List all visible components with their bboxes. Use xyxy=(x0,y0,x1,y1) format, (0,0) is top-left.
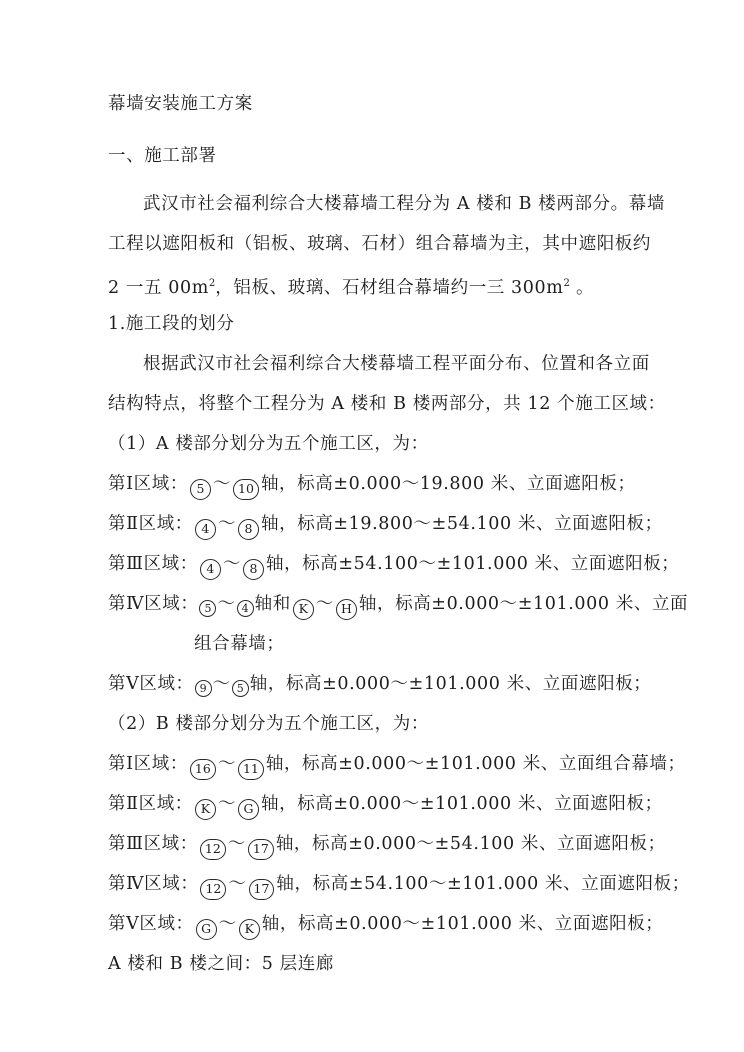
text-run: ～ xyxy=(222,554,241,574)
text-run: 幕墙安装施工方案 xyxy=(108,94,253,114)
text-run: 轴，标高±0.000～±101.000 米、立面遮阳板； xyxy=(249,674,652,694)
axis-circle-5: 5 xyxy=(199,600,216,617)
zone-b-3 xyxy=(108,824,666,864)
axis-circle-4: 4 xyxy=(200,559,221,580)
text-run: 1.施工段的划分 xyxy=(108,314,235,334)
text-run: ～ xyxy=(217,594,236,614)
zone-a-4 xyxy=(108,584,689,624)
zone-b-4 xyxy=(108,864,690,904)
text-run: ～ xyxy=(315,594,334,614)
text-run: 轴，标高±0.000～±101.000 米、立面遮阳板； xyxy=(261,914,664,934)
axis-circle-12: 12 xyxy=(200,839,226,860)
text-run: ，铝板、玻璃、石材组合幕墙约一三 300m xyxy=(215,278,564,298)
subsection-heading-1 xyxy=(108,304,656,344)
axis-circle-10: 10 xyxy=(233,479,259,500)
text-run: 轴，标高±0.000～±101.000 米、立面 xyxy=(358,594,689,614)
text-run: 第Ⅰ区域： xyxy=(108,474,188,494)
axis-circle-17: 17 xyxy=(249,879,275,900)
text-run: 第Ⅴ区域： xyxy=(108,914,194,934)
axis-circle-8: 8 xyxy=(238,519,259,540)
text-run: 一、施工部署 xyxy=(108,146,217,166)
text-run: 第Ⅰ区域： xyxy=(108,754,188,774)
text-run: 第Ⅴ区域： xyxy=(108,674,194,694)
text-run: 。 xyxy=(569,278,595,298)
axis-circle-g: G xyxy=(196,919,217,940)
text-run: 轴，标高±0.000～±101.000 米、立面组合幕墙； xyxy=(265,754,686,774)
axis-circle-9: 9 xyxy=(195,680,212,697)
zone-a-5 xyxy=(108,664,656,704)
text-run: 第Ⅱ区域： xyxy=(108,514,193,534)
text-run: 第Ⅱ区域： xyxy=(108,794,193,814)
text-run: 第Ⅲ区域： xyxy=(108,834,198,854)
axis-circle-g: G xyxy=(238,799,259,820)
zone-b-1 xyxy=(108,744,686,784)
text-run: ～ xyxy=(217,794,237,814)
para-division-line-2 xyxy=(108,384,666,424)
zone-a-4-cont xyxy=(108,624,656,664)
text-run: （1）A 楼部分划分为五个施工区，为： xyxy=(108,434,429,454)
section-heading-1 xyxy=(108,136,656,176)
text-run: 结构特点，将整个工程分为 A 楼和 B 楼两部分，共 12 个施工区域： xyxy=(108,394,666,414)
text-run: 轴，标高±54.100～±101.000 米、立面遮阳板； xyxy=(266,554,680,574)
text-run: A 楼和 B 楼之间：5 层连廊 xyxy=(108,954,334,974)
zone-a-3 xyxy=(108,544,680,584)
text-run: 根据武汉市社会福利综合大楼幕墙工程平面分布、位置和各立面 xyxy=(143,354,650,374)
text-run: 组合幕墙； xyxy=(194,634,285,654)
doc-title xyxy=(108,84,656,124)
para-division-line-1 xyxy=(108,344,656,384)
list-a-heading xyxy=(108,424,656,464)
axis-circle-8: 8 xyxy=(243,559,264,580)
axis-circle-k: K xyxy=(239,919,260,940)
axis-circle-4: 4 xyxy=(237,600,254,617)
text-run: ～ xyxy=(227,834,246,854)
superscript: 2 xyxy=(563,278,570,289)
axis-circle-k: K xyxy=(195,799,216,820)
text-run: （2）B 楼部分划分为五个施工区，为： xyxy=(108,714,429,734)
superscript: 2 xyxy=(208,278,216,289)
text-run: 第Ⅲ区域： xyxy=(108,554,198,574)
zone-a-2 xyxy=(108,504,663,544)
footer-line xyxy=(108,944,656,984)
text-run: 轴，标高±0.000～±101.000 米、立面遮阳板； xyxy=(261,794,663,814)
axis-circle-4: 4 xyxy=(195,519,216,540)
para-intro-line-3 xyxy=(108,264,656,304)
text-run: 轴，标高±19.800～±54.100 米、立面遮阳板； xyxy=(261,514,663,534)
axis-circle-5: 5 xyxy=(232,680,249,697)
axis-circle-k: K xyxy=(293,599,314,620)
text-run: 工程以遮阳板和（铝板、玻璃、石材）组合幕墙为主，其中遮阳板约 xyxy=(108,234,651,254)
text-run: 第Ⅳ区域： xyxy=(108,594,199,614)
axis-circle-5: 5 xyxy=(190,479,211,500)
text-run: 轴，标高±54.100～±101.000 米、立面遮阳板； xyxy=(276,874,690,894)
text-run: ～ xyxy=(212,474,232,494)
axis-circle-17: 17 xyxy=(248,839,274,860)
zone-b-2 xyxy=(108,784,663,824)
text-run: ～ xyxy=(217,514,237,534)
text-run: 2 一五 00m xyxy=(108,278,209,298)
text-run: ～ xyxy=(228,874,247,894)
text-run: ～ xyxy=(212,674,231,694)
zone-a-1 xyxy=(108,464,656,504)
text-run: 轴，标高±0.000～±54.100 米、立面遮阳板； xyxy=(275,834,666,854)
text-run: 武汉市社会福利综合大楼幕墙工程分为 A 楼和 B 楼两部分。幕墙 xyxy=(143,194,665,214)
axis-circle-16: 16 xyxy=(190,759,216,780)
zone-b-5 xyxy=(108,904,664,944)
axis-circle-11: 11 xyxy=(238,759,264,780)
axis-circle-12: 12 xyxy=(200,879,226,900)
para-intro-line-1 xyxy=(108,184,665,224)
axis-circle-h: H xyxy=(336,599,357,620)
text-run: ～ xyxy=(217,754,236,774)
text-run: 第Ⅳ区域： xyxy=(108,874,199,894)
text-run: ～ xyxy=(218,914,237,934)
text-run: 轴和 xyxy=(254,594,291,614)
para-intro-line-2 xyxy=(108,224,656,264)
list-b-heading xyxy=(108,704,656,744)
text-run: 轴，标高±0.000～19.800 米、立面遮阳板； xyxy=(260,474,636,494)
